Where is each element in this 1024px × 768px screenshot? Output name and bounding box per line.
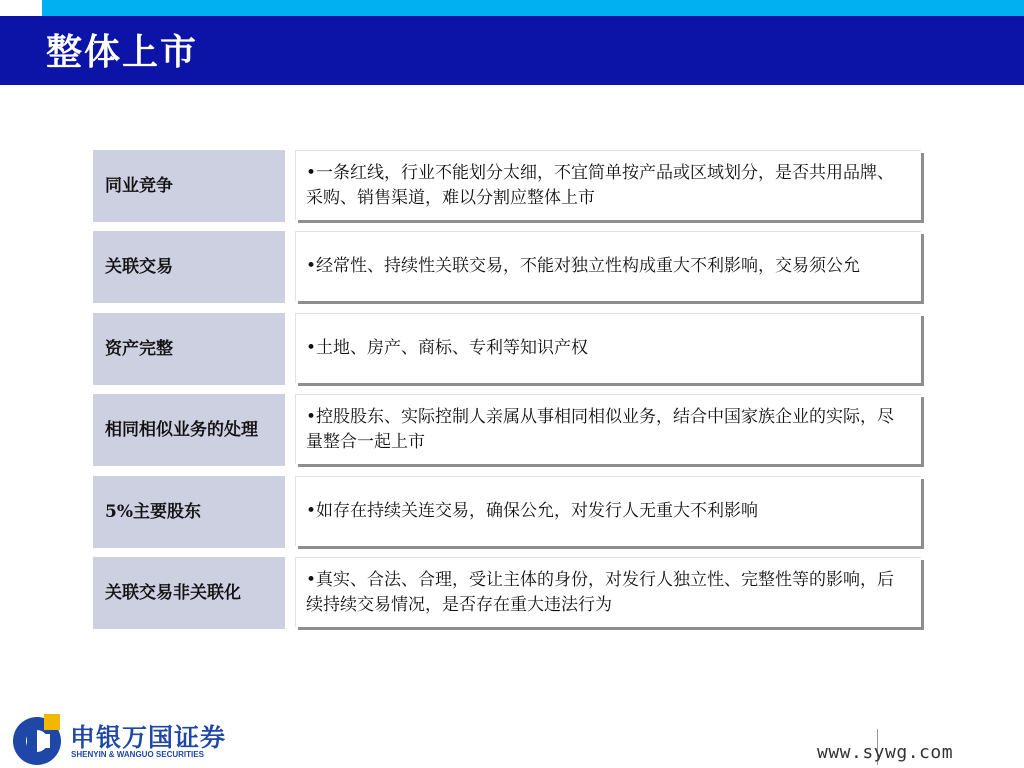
top-accent-strip xyxy=(42,0,1024,16)
row-description-text: •控股股东、实际控制人亲属从事相同相似业务，结合中国家族企业的实际，尽量整合一起上市 xyxy=(306,406,895,452)
row-label: 资产完整 xyxy=(93,313,285,385)
row-description-text: •真实、合法、合理，受让主体的身份，对发行人独立性、完整性等的影响，后续持续交易情况，是否存在重大违法行为 xyxy=(306,569,895,615)
logo-name-english: SHENYIN & WANGUO SECURITIES xyxy=(71,750,204,759)
table-row xyxy=(93,150,933,222)
row-description xyxy=(295,394,921,464)
row-label: 关联交易非关联化 xyxy=(93,557,285,629)
row-description xyxy=(295,231,921,301)
top-strip-blank xyxy=(0,0,42,16)
table-row xyxy=(93,313,933,385)
logo-name-chinese: 申银万国证券 xyxy=(70,723,227,752)
table-row xyxy=(93,476,933,548)
content-table xyxy=(93,150,933,638)
row-description-text: •如存在持续关连交易，确保公允，对发行人无重大不利影响 xyxy=(306,501,759,521)
row-description-text: •土地、房产、商标、专利等知识产权 xyxy=(306,338,589,358)
row-description xyxy=(295,476,921,546)
row-description-text: •经常性、持续性关联交易，不能对独立性构成重大不利影响，交易须公允 xyxy=(306,256,861,276)
row-description xyxy=(295,150,921,220)
company-logo xyxy=(10,710,227,766)
row-label: 同业竞争 xyxy=(93,150,285,222)
row-description xyxy=(295,313,921,383)
table-row xyxy=(93,231,933,303)
row-label: 关联交易 xyxy=(93,231,285,303)
row-label: 相同相似业务的处理 xyxy=(93,394,285,466)
table-row xyxy=(93,394,933,466)
row-description-text: •一条红线，行业不能划分太细，不宜简单按产品或区域划分，是否共用品牌、采购、销售渠道，难以分割应整体上市 xyxy=(306,162,895,208)
row-description xyxy=(295,557,921,627)
footer-url: www.sywg.com xyxy=(817,742,954,763)
shenyin-wanguo-logo-icon xyxy=(10,712,64,766)
header-band xyxy=(0,16,1024,85)
row-label: 5%主要股东 xyxy=(93,476,285,548)
table-row xyxy=(93,557,933,629)
page-title: 整体上市 xyxy=(46,31,199,73)
